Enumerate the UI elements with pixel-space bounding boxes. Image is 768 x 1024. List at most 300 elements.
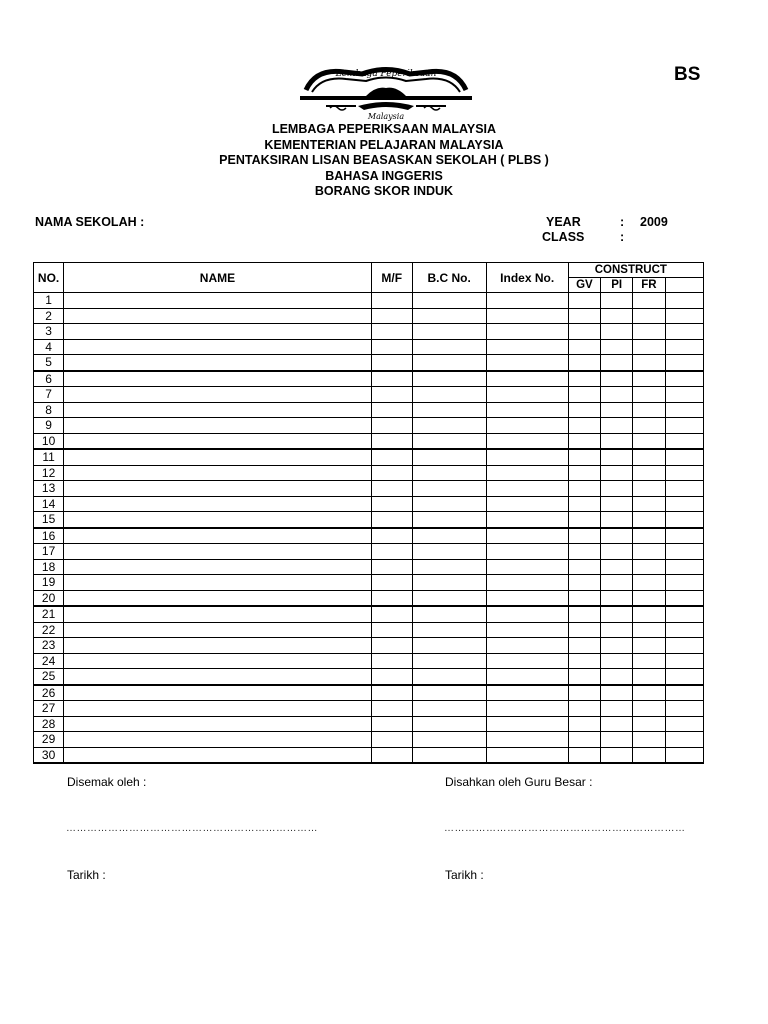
gv-cell[interactable] xyxy=(568,528,600,544)
bc-no-cell[interactable] xyxy=(412,653,486,669)
index-no-cell[interactable] xyxy=(486,716,568,732)
name-cell[interactable] xyxy=(64,559,372,575)
index-no-cell[interactable] xyxy=(486,606,568,622)
name-cell[interactable] xyxy=(64,590,372,606)
table-row xyxy=(34,339,704,355)
mf-cell[interactable] xyxy=(371,622,412,638)
index-no-cell[interactable] xyxy=(486,387,568,403)
gv-cell[interactable] xyxy=(568,418,600,434)
name-cell[interactable] xyxy=(64,371,372,387)
index-no-cell[interactable] xyxy=(486,339,568,355)
pi-cell[interactable] xyxy=(601,544,633,560)
fr-cell[interactable] xyxy=(633,308,665,324)
extra-cell[interactable] xyxy=(665,402,703,418)
approved-by-signature-line: …………………………………………………………… xyxy=(444,823,686,834)
index-no-cell[interactable] xyxy=(486,293,568,309)
pi-cell[interactable] xyxy=(601,653,633,669)
pi-cell[interactable] xyxy=(601,308,633,324)
row-number: 1 xyxy=(34,293,64,309)
form-code: BS xyxy=(674,64,701,85)
mf-cell[interactable] xyxy=(371,669,412,685)
extra-cell[interactable] xyxy=(665,716,703,732)
fr-cell[interactable] xyxy=(633,559,665,575)
row-number: 10 xyxy=(34,433,64,449)
pi-cell[interactable] xyxy=(601,716,633,732)
index-no-cell[interactable] xyxy=(486,544,568,560)
name-cell[interactable] xyxy=(64,528,372,544)
fr-cell[interactable] xyxy=(633,638,665,654)
mf-cell[interactable] xyxy=(371,685,412,701)
table-row xyxy=(34,481,704,497)
bc-no-cell[interactable] xyxy=(412,402,486,418)
table-row xyxy=(34,575,704,591)
gv-cell[interactable] xyxy=(568,590,600,606)
mf-cell[interactable] xyxy=(371,512,412,528)
table-row xyxy=(34,308,704,324)
bc-no-cell[interactable] xyxy=(412,669,486,685)
row-number: 28 xyxy=(34,716,64,732)
year-value: 2009 xyxy=(640,215,668,229)
row-number: 5 xyxy=(34,355,64,371)
gv-cell[interactable] xyxy=(568,559,600,575)
fr-cell[interactable] xyxy=(633,402,665,418)
bc-no-cell[interactable] xyxy=(412,293,486,309)
mf-cell[interactable] xyxy=(371,402,412,418)
extra-cell[interactable] xyxy=(665,308,703,324)
pi-cell[interactable] xyxy=(601,355,633,371)
mf-cell[interactable] xyxy=(371,465,412,481)
gv-cell[interactable] xyxy=(568,716,600,732)
mf-cell[interactable] xyxy=(371,449,412,465)
pi-cell[interactable] xyxy=(601,402,633,418)
gv-cell[interactable] xyxy=(568,544,600,560)
bc-no-cell[interactable] xyxy=(412,496,486,512)
gv-cell[interactable] xyxy=(568,371,600,387)
index-no-cell[interactable] xyxy=(486,496,568,512)
fr-cell[interactable] xyxy=(633,449,665,465)
row-number: 2 xyxy=(34,308,64,324)
mf-cell[interactable] xyxy=(371,496,412,512)
extra-cell[interactable] xyxy=(665,544,703,560)
row-number: 7 xyxy=(34,387,64,403)
mf-cell[interactable] xyxy=(371,387,412,403)
table-row xyxy=(34,512,704,528)
row-number: 12 xyxy=(34,465,64,481)
name-cell[interactable] xyxy=(64,465,372,481)
table-row xyxy=(34,355,704,371)
index-no-cell[interactable] xyxy=(486,575,568,591)
row-number: 6 xyxy=(34,371,64,387)
fr-cell[interactable] xyxy=(633,575,665,591)
gv-cell[interactable] xyxy=(568,685,600,701)
bc-no-cell[interactable] xyxy=(412,433,486,449)
fr-cell[interactable] xyxy=(633,622,665,638)
row-number: 20 xyxy=(34,590,64,606)
extra-cell[interactable] xyxy=(665,481,703,497)
name-cell[interactable] xyxy=(64,496,372,512)
fr-cell[interactable] xyxy=(633,685,665,701)
row-number: 26 xyxy=(34,685,64,701)
pi-cell[interactable] xyxy=(601,590,633,606)
name-cell[interactable] xyxy=(64,685,372,701)
fr-cell[interactable] xyxy=(633,387,665,403)
gv-cell[interactable] xyxy=(568,575,600,591)
index-no-cell[interactable] xyxy=(486,371,568,387)
gv-cell[interactable] xyxy=(568,402,600,418)
fr-cell[interactable] xyxy=(633,747,665,763)
name-cell[interactable] xyxy=(64,653,372,669)
extra-cell[interactable] xyxy=(665,622,703,638)
fr-cell[interactable] xyxy=(633,293,665,309)
index-no-cell[interactable] xyxy=(486,747,568,763)
gv-cell[interactable] xyxy=(568,732,600,748)
fr-cell[interactable] xyxy=(633,701,665,717)
name-cell[interactable] xyxy=(64,355,372,371)
fr-cell[interactable] xyxy=(633,418,665,434)
extra-cell[interactable] xyxy=(665,732,703,748)
gv-cell[interactable] xyxy=(568,622,600,638)
index-no-cell[interactable] xyxy=(486,638,568,654)
name-cell[interactable] xyxy=(64,716,372,732)
table-row xyxy=(34,606,704,622)
mf-cell[interactable] xyxy=(371,418,412,434)
mf-cell[interactable] xyxy=(371,528,412,544)
checked-by-label: Disemak oleh : xyxy=(67,775,147,789)
row-number: 23 xyxy=(34,638,64,654)
row-number: 13 xyxy=(34,481,64,497)
name-cell[interactable] xyxy=(64,449,372,465)
name-cell[interactable] xyxy=(64,669,372,685)
gv-cell[interactable] xyxy=(568,747,600,763)
extra-cell[interactable] xyxy=(665,747,703,763)
row-number: 22 xyxy=(34,622,64,638)
bc-no-cell[interactable] xyxy=(412,685,486,701)
table-row xyxy=(34,528,704,544)
gv-cell[interactable] xyxy=(568,449,600,465)
fr-cell[interactable] xyxy=(633,324,665,340)
bc-no-cell[interactable] xyxy=(412,449,486,465)
table-row xyxy=(34,653,704,669)
extra-cell[interactable] xyxy=(665,387,703,403)
logo-arc-text: Lembaga Peperiksaan xyxy=(335,69,437,79)
heading-line-2: KEMENTERIAN PELAJARAN MALAYSIA xyxy=(264,137,504,152)
pi-cell[interactable] xyxy=(601,685,633,701)
table-row xyxy=(34,747,704,763)
gv-cell[interactable] xyxy=(568,653,600,669)
fr-cell[interactable] xyxy=(633,732,665,748)
date-left-label: Tarikh : xyxy=(67,868,106,882)
fr-cell[interactable] xyxy=(633,465,665,481)
mf-cell[interactable] xyxy=(371,371,412,387)
extra-cell[interactable] xyxy=(665,433,703,449)
pi-cell[interactable] xyxy=(601,293,633,309)
pi-cell[interactable] xyxy=(601,638,633,654)
table-row xyxy=(34,418,704,434)
index-no-cell[interactable] xyxy=(486,324,568,340)
name-cell[interactable] xyxy=(64,308,372,324)
pi-cell[interactable] xyxy=(601,481,633,497)
fr-cell[interactable] xyxy=(633,339,665,355)
name-cell[interactable] xyxy=(64,732,372,748)
index-no-cell[interactable] xyxy=(486,701,568,717)
bc-no-cell[interactable] xyxy=(412,339,486,355)
pi-cell[interactable] xyxy=(601,339,633,355)
index-no-cell[interactable] xyxy=(486,559,568,575)
fr-cell[interactable] xyxy=(633,433,665,449)
header-bc-no: B.C No. xyxy=(412,263,486,293)
bc-no-cell[interactable] xyxy=(412,355,486,371)
extra-cell[interactable] xyxy=(665,512,703,528)
fr-cell[interactable] xyxy=(633,590,665,606)
fr-cell[interactable] xyxy=(633,528,665,544)
pi-cell[interactable] xyxy=(601,496,633,512)
index-no-cell[interactable] xyxy=(486,433,568,449)
fr-cell[interactable] xyxy=(633,716,665,732)
index-no-cell[interactable] xyxy=(486,449,568,465)
bc-no-cell[interactable] xyxy=(412,575,486,591)
gv-cell[interactable] xyxy=(568,433,600,449)
pi-cell[interactable] xyxy=(601,324,633,340)
name-cell[interactable] xyxy=(64,544,372,560)
index-no-cell[interactable] xyxy=(486,418,568,434)
mf-cell[interactable] xyxy=(371,355,412,371)
fr-cell[interactable] xyxy=(633,606,665,622)
gv-cell[interactable] xyxy=(568,387,600,403)
index-no-cell[interactable] xyxy=(486,528,568,544)
mf-cell[interactable] xyxy=(371,339,412,355)
extra-cell[interactable] xyxy=(665,355,703,371)
fr-cell[interactable] xyxy=(633,669,665,685)
header-index-no: Index No. xyxy=(486,263,568,293)
gv-cell[interactable] xyxy=(568,669,600,685)
bc-no-cell[interactable] xyxy=(412,716,486,732)
gv-cell[interactable] xyxy=(568,512,600,528)
name-cell[interactable] xyxy=(64,418,372,434)
name-cell[interactable] xyxy=(64,701,372,717)
row-number: 30 xyxy=(34,747,64,763)
table-row xyxy=(34,371,704,387)
table-row xyxy=(34,622,704,638)
pi-cell[interactable] xyxy=(601,669,633,685)
name-cell[interactable] xyxy=(64,622,372,638)
gv-cell[interactable] xyxy=(568,308,600,324)
table-row xyxy=(34,669,704,685)
extra-cell[interactable] xyxy=(665,528,703,544)
table-row xyxy=(34,465,704,481)
index-no-cell[interactable] xyxy=(486,355,568,371)
row-number: 27 xyxy=(34,701,64,717)
index-no-cell[interactable] xyxy=(486,402,568,418)
date-right-label: Tarikh : xyxy=(445,868,484,882)
mf-cell[interactable] xyxy=(371,293,412,309)
bc-no-cell[interactable] xyxy=(412,590,486,606)
fr-cell[interactable] xyxy=(633,355,665,371)
index-no-cell[interactable] xyxy=(486,590,568,606)
bc-no-cell[interactable] xyxy=(412,308,486,324)
table-row xyxy=(34,701,704,717)
gv-cell[interactable] xyxy=(568,638,600,654)
bc-no-cell[interactable] xyxy=(412,481,486,497)
table-row xyxy=(34,387,704,403)
gv-cell[interactable] xyxy=(568,496,600,512)
gv-cell[interactable] xyxy=(568,701,600,717)
extra-cell[interactable] xyxy=(665,653,703,669)
approved-by-label: Disahkan oleh Guru Besar : xyxy=(445,775,593,789)
year-colon: : xyxy=(620,215,625,229)
bc-no-cell[interactable] xyxy=(412,732,486,748)
extra-cell[interactable] xyxy=(665,701,703,717)
gv-cell[interactable] xyxy=(568,481,600,497)
extra-cell[interactable] xyxy=(665,638,703,654)
bc-no-cell[interactable] xyxy=(412,418,486,434)
bc-no-cell[interactable] xyxy=(412,528,486,544)
pi-cell[interactable] xyxy=(601,747,633,763)
extra-cell[interactable] xyxy=(665,559,703,575)
gv-cell[interactable] xyxy=(568,606,600,622)
fr-cell[interactable] xyxy=(633,512,665,528)
extra-cell[interactable] xyxy=(665,606,703,622)
bc-no-cell[interactable] xyxy=(412,465,486,481)
fr-cell[interactable] xyxy=(633,371,665,387)
index-no-cell[interactable] xyxy=(486,481,568,497)
row-number: 3 xyxy=(34,324,64,340)
bc-no-cell[interactable] xyxy=(412,701,486,717)
gv-cell[interactable] xyxy=(568,465,600,481)
extra-cell[interactable] xyxy=(665,590,703,606)
pi-cell[interactable] xyxy=(601,622,633,638)
mf-cell[interactable] xyxy=(371,544,412,560)
extra-cell[interactable] xyxy=(665,324,703,340)
fr-cell[interactable] xyxy=(633,653,665,669)
gv-cell[interactable] xyxy=(568,293,600,309)
pi-cell[interactable] xyxy=(601,575,633,591)
bc-no-cell[interactable] xyxy=(412,559,486,575)
mf-cell[interactable] xyxy=(371,638,412,654)
checked-by-signature-line: ……………………………………………………………… xyxy=(66,823,318,834)
mf-cell[interactable] xyxy=(371,653,412,669)
pi-cell[interactable] xyxy=(601,732,633,748)
name-cell[interactable] xyxy=(64,433,372,449)
bc-no-cell[interactable] xyxy=(412,747,486,763)
bc-no-cell[interactable] xyxy=(412,606,486,622)
mf-cell[interactable] xyxy=(371,324,412,340)
score-table-body xyxy=(34,293,704,764)
mf-cell[interactable] xyxy=(371,308,412,324)
table-row xyxy=(34,402,704,418)
name-cell[interactable] xyxy=(64,402,372,418)
extra-cell[interactable] xyxy=(665,293,703,309)
fr-cell[interactable] xyxy=(633,481,665,497)
header-gv: GV xyxy=(568,278,600,293)
pi-cell[interactable] xyxy=(601,418,633,434)
mf-cell[interactable] xyxy=(371,606,412,622)
mf-cell[interactable] xyxy=(371,732,412,748)
row-number: 17 xyxy=(34,544,64,560)
heading-line-3: PENTAKSIRAN LISAN BEASASKAN SEKOLAH ( PLBS ) xyxy=(219,153,549,167)
bc-no-cell[interactable] xyxy=(412,371,486,387)
score-table xyxy=(33,262,704,764)
name-cell[interactable] xyxy=(64,575,372,591)
bc-no-cell[interactable] xyxy=(412,387,486,403)
gv-cell[interactable] xyxy=(568,324,600,340)
bc-no-cell[interactable] xyxy=(412,512,486,528)
extra-cell[interactable] xyxy=(665,339,703,355)
index-no-cell[interactable] xyxy=(486,512,568,528)
pi-cell[interactable] xyxy=(601,465,633,481)
index-no-cell[interactable] xyxy=(486,669,568,685)
pi-cell[interactable] xyxy=(601,387,633,403)
mf-cell[interactable] xyxy=(371,433,412,449)
pi-cell[interactable] xyxy=(601,433,633,449)
index-no-cell[interactable] xyxy=(486,465,568,481)
index-no-cell[interactable] xyxy=(486,732,568,748)
school-name-label: NAMA SEKOLAH : xyxy=(35,215,145,229)
index-no-cell[interactable] xyxy=(486,308,568,324)
name-cell[interactable] xyxy=(64,481,372,497)
fr-cell[interactable] xyxy=(633,544,665,560)
pi-cell[interactable] xyxy=(601,606,633,622)
gv-cell[interactable] xyxy=(568,339,600,355)
name-cell[interactable] xyxy=(64,339,372,355)
extra-cell[interactable] xyxy=(665,669,703,685)
bc-no-cell[interactable] xyxy=(412,544,486,560)
pi-cell[interactable] xyxy=(601,528,633,544)
mf-cell[interactable] xyxy=(371,747,412,763)
index-no-cell[interactable] xyxy=(486,622,568,638)
extra-cell[interactable] xyxy=(665,496,703,512)
name-cell[interactable] xyxy=(64,606,372,622)
pi-cell[interactable] xyxy=(601,371,633,387)
extra-cell[interactable] xyxy=(665,685,703,701)
index-no-cell[interactable] xyxy=(486,653,568,669)
mf-cell[interactable] xyxy=(371,481,412,497)
extra-cell[interactable] xyxy=(665,371,703,387)
index-no-cell[interactable] xyxy=(486,685,568,701)
pi-cell[interactable] xyxy=(601,512,633,528)
pi-cell[interactable] xyxy=(601,449,633,465)
extra-cell[interactable] xyxy=(665,575,703,591)
mf-cell[interactable] xyxy=(371,701,412,717)
table-row xyxy=(34,638,704,654)
mf-cell[interactable] xyxy=(371,575,412,591)
name-cell[interactable] xyxy=(64,747,372,763)
mf-cell[interactable] xyxy=(371,716,412,732)
name-cell[interactable] xyxy=(64,512,372,528)
pi-cell[interactable] xyxy=(601,701,633,717)
bc-no-cell[interactable] xyxy=(412,324,486,340)
gv-cell[interactable] xyxy=(568,355,600,371)
name-cell[interactable] xyxy=(64,387,372,403)
fr-cell[interactable] xyxy=(633,496,665,512)
extra-cell[interactable] xyxy=(665,449,703,465)
header-fr: FR xyxy=(633,278,665,293)
extra-cell[interactable] xyxy=(665,465,703,481)
row-number: 18 xyxy=(34,559,64,575)
mf-cell[interactable] xyxy=(371,559,412,575)
name-cell[interactable] xyxy=(64,293,372,309)
name-cell[interactable] xyxy=(64,638,372,654)
row-number: 16 xyxy=(34,528,64,544)
table-row xyxy=(34,685,704,701)
pi-cell[interactable] xyxy=(601,559,633,575)
name-cell[interactable] xyxy=(64,324,372,340)
extra-cell[interactable] xyxy=(665,418,703,434)
mf-cell[interactable] xyxy=(371,590,412,606)
header-mf: M/F xyxy=(371,263,412,293)
bc-no-cell[interactable] xyxy=(412,622,486,638)
table-row xyxy=(34,716,704,732)
bc-no-cell[interactable] xyxy=(412,638,486,654)
